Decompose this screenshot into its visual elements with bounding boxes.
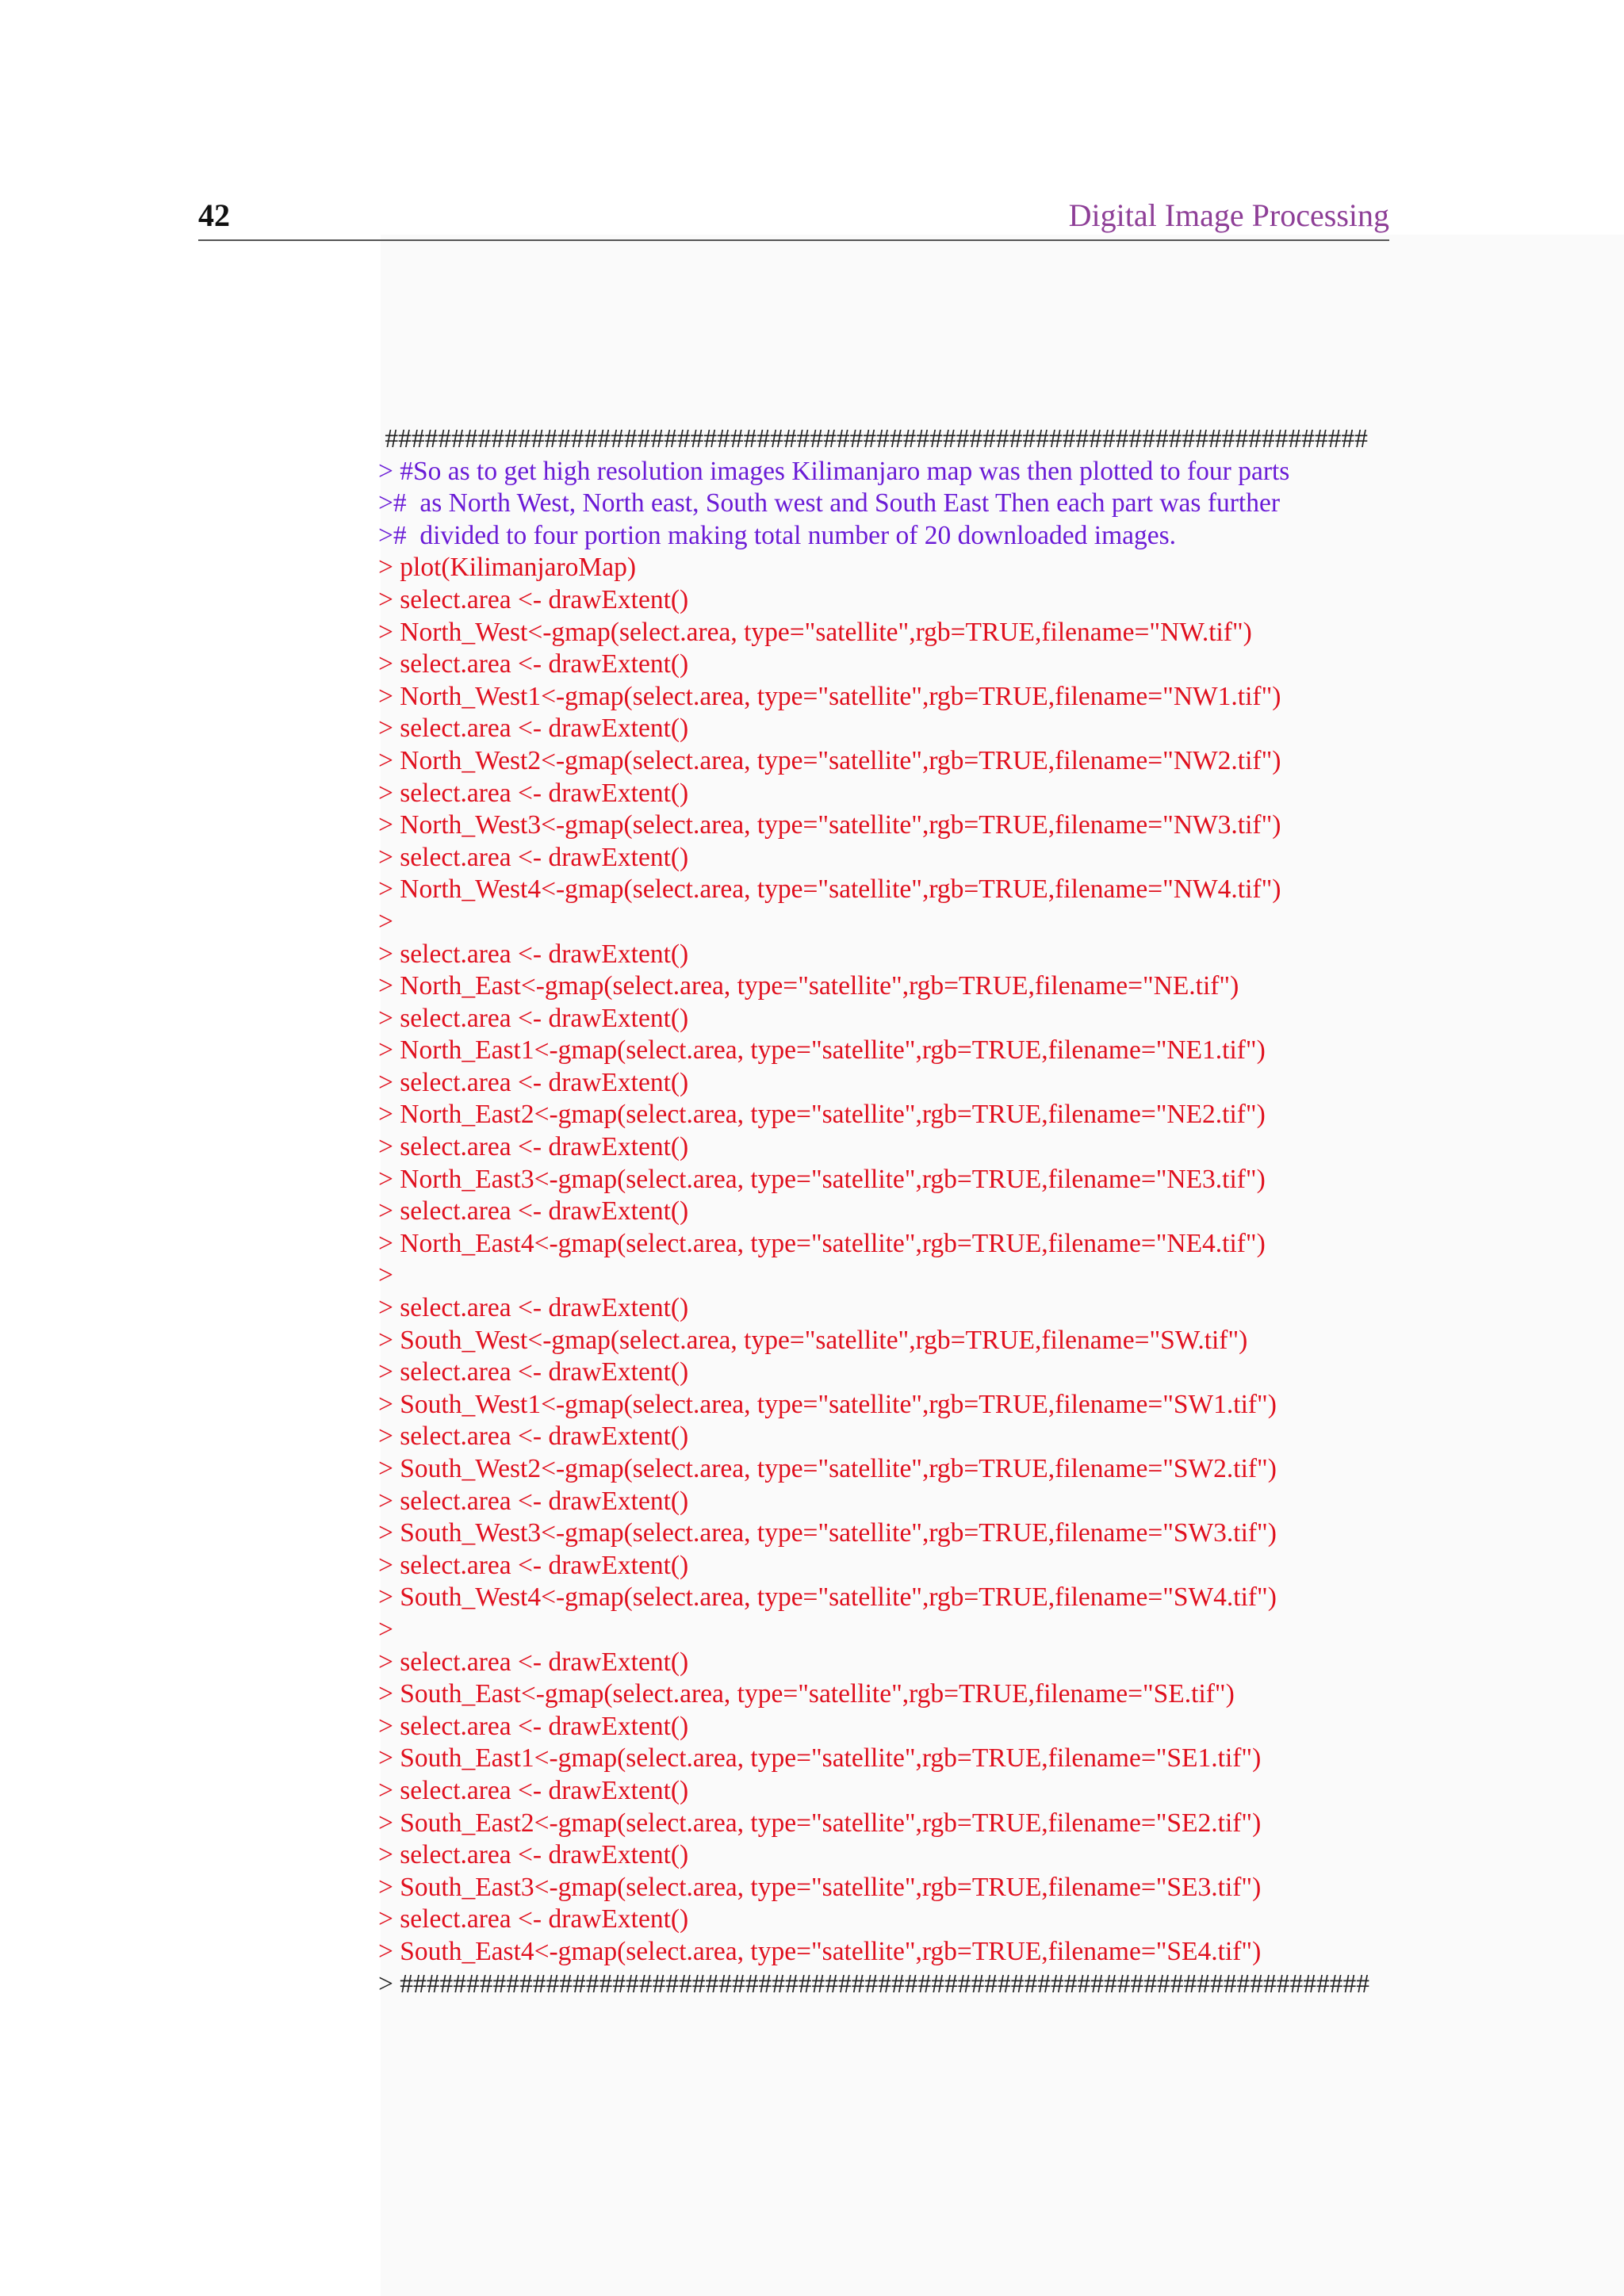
code-comment-line: > #So as to get high resolution images Kilimanjaro map was then plotted to four parts xyxy=(378,456,1290,486)
code-line: > South_West1<-gmap(select.area, type="satellite",rgb=TRUE,filename="SW1.tif") xyxy=(378,1389,1277,1419)
code-line: > select.area <- drawExtent() xyxy=(378,714,689,744)
code-line: > South_East4<-gmap(select.area, type="satellite",rgb=TRUE,filename="SE4.tif") xyxy=(378,1936,1262,1966)
code-line: > South_West2<-gmap(select.area, type="satellite",rgb=TRUE,filename="SW2.tif") xyxy=(378,1454,1277,1483)
page-number: 42 xyxy=(198,197,230,233)
code-listing xyxy=(378,423,1401,2000)
code-line: > North_East1<-gmap(select.area, type="satellite",rgb=TRUE,filename="NE1.tif") xyxy=(378,1035,1266,1066)
code-line: > xyxy=(378,1261,393,1291)
code-line: > select.area <- drawExtent() xyxy=(378,1196,689,1226)
code-comment-line: ># divided to four portion making total number of 20 downloaded images. xyxy=(378,520,1177,550)
code-line: > North_West3<-gmap(select.area, type="satellite",rgb=TRUE,filename="NW3.tif") xyxy=(378,810,1281,840)
code-line: > South_West<-gmap(select.area, type="satellite",rgb=TRUE,filename="SW.tif") xyxy=(378,1325,1248,1355)
code-line: > North_East4<-gmap(select.area, type="satellite",rgb=TRUE,filename="NE4.tif") xyxy=(378,1228,1266,1258)
code-line: > select.area <- drawExtent() xyxy=(378,1293,689,1323)
code-separator-line: > ######################################################################### xyxy=(378,1969,1370,1999)
code-line: > North_West<-gmap(select.area, type="satellite",rgb=TRUE,filename="NW.tif") xyxy=(378,617,1252,647)
code-line: > select.area <- drawExtent() xyxy=(378,1132,689,1162)
code-line: > xyxy=(378,906,393,936)
code-line: > select.area <- drawExtent() xyxy=(378,1775,689,1805)
code-line: > select.area <- drawExtent() xyxy=(378,778,689,808)
code-comment-line: ># as North West, North east, South west and South East Then each part was further xyxy=(378,488,1280,519)
code-line: > select.area <- drawExtent() xyxy=(378,1067,689,1097)
code-line: > select.area <- drawExtent() xyxy=(378,939,689,969)
page-header xyxy=(198,197,1389,241)
code-line: > select.area <- drawExtent() xyxy=(378,1647,689,1677)
code-line: > select.area <- drawExtent() xyxy=(378,1486,689,1516)
code-line: > select.area <- drawExtent() xyxy=(378,842,689,872)
code-line: > plot(KilimanjaroMap) xyxy=(378,553,636,583)
code-line: > South_West4<-gmap(select.area, type="satellite",rgb=TRUE,filename="SW4.tif") xyxy=(378,1582,1277,1613)
code-line: > South_West3<-gmap(select.area, type="satellite",rgb=TRUE,filename="SW3.tif") xyxy=(378,1518,1277,1548)
code-line: > select.area <- drawExtent() xyxy=(378,1904,689,1934)
code-line: > select.area <- drawExtent() xyxy=(378,649,689,679)
code-line: > South_East3<-gmap(select.area, type="satellite",rgb=TRUE,filename="SE3.tif") xyxy=(378,1872,1262,1902)
running-title: Digital Image Processing xyxy=(1068,197,1389,233)
code-line: > North_West1<-gmap(select.area, type="satellite",rgb=TRUE,filename="NW1.tif") xyxy=(378,681,1281,711)
code-line: > South_East2<-gmap(select.area, type="satellite",rgb=TRUE,filename="SE2.tif") xyxy=(378,1808,1262,1838)
code-line: > xyxy=(378,1614,393,1644)
code-line: > select.area <- drawExtent() xyxy=(378,1550,689,1580)
code-line: > North_East3<-gmap(select.area, type="satellite",rgb=TRUE,filename="NE3.tif") xyxy=(378,1164,1266,1194)
code-line: > North_East2<-gmap(select.area, type="satellite",rgb=TRUE,filename="NE2.tif") xyxy=(378,1100,1266,1130)
code-line: > select.area <- drawExtent() xyxy=(378,1422,689,1452)
code-separator-line: ########################################################################## xyxy=(378,424,1368,453)
code-line: > select.area <- drawExtent() xyxy=(378,1003,689,1033)
code-line: > North_East<-gmap(select.area, type="satellite",rgb=TRUE,filename="NE.tif") xyxy=(378,971,1239,1001)
code-line: > South_East1<-gmap(select.area, type="satellite",rgb=TRUE,filename="SE1.tif") xyxy=(378,1743,1262,1774)
code-line: > select.area <- drawExtent() xyxy=(378,1357,689,1387)
code-line: > select.area <- drawExtent() xyxy=(378,1711,689,1741)
code-line: > South_East<-gmap(select.area, type="satellite",rgb=TRUE,filename="SE.tif") xyxy=(378,1679,1235,1709)
code-line: > select.area <- drawExtent() xyxy=(378,1840,689,1870)
code-line: > North_West2<-gmap(select.area, type="satellite",rgb=TRUE,filename="NW2.tif") xyxy=(378,745,1281,775)
code-line: > North_West4<-gmap(select.area, type="satellite",rgb=TRUE,filename="NW4.tif") xyxy=(378,874,1281,905)
code-line: > select.area <- drawExtent() xyxy=(378,584,689,614)
